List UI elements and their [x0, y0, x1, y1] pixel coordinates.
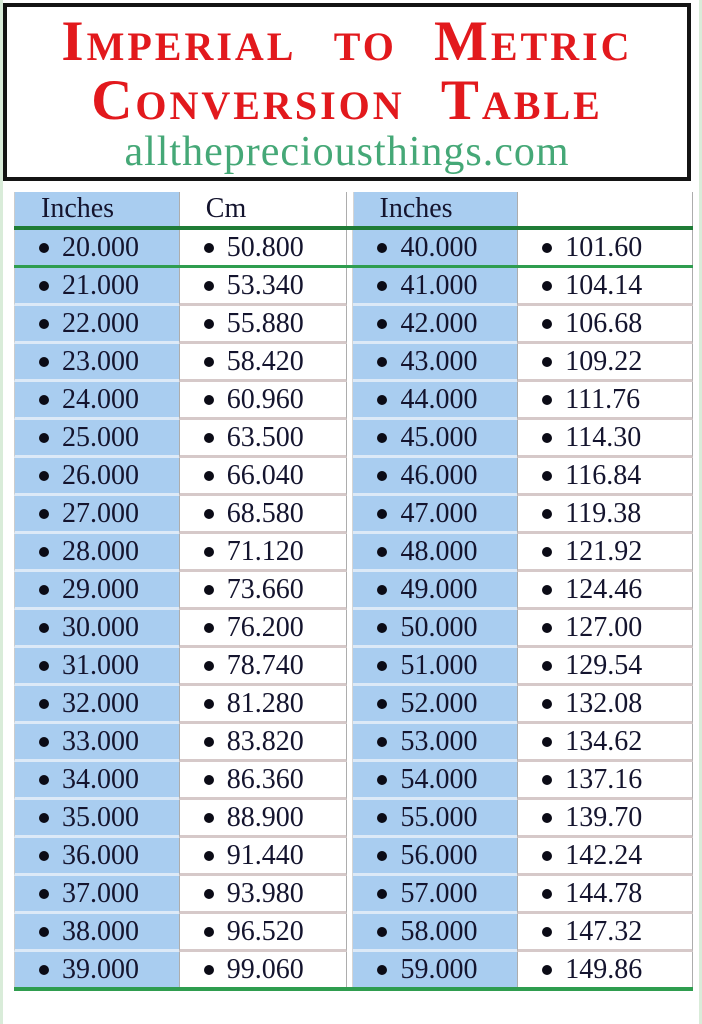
bullet-icon: [542, 243, 552, 253]
table-row: [14, 572, 693, 610]
inches-value: 30.000: [62, 611, 139, 643]
bullet-icon: [542, 547, 552, 557]
inches-cell: [14, 534, 179, 572]
bullet-icon: [204, 509, 214, 519]
cm-value: 132.08: [565, 687, 643, 719]
bullet-icon: [39, 509, 49, 519]
column-gap: [347, 344, 354, 382]
bullet-icon: [377, 927, 387, 937]
inches-cell: [353, 648, 517, 686]
table-row: [14, 306, 693, 344]
cm-cell: [179, 648, 347, 686]
bullet-icon: [39, 547, 49, 557]
inches-value: 22.000: [62, 307, 139, 339]
inches-value: 20.000: [62, 231, 139, 263]
inches-value: 57.000: [400, 877, 478, 909]
inches-cell: [14, 496, 179, 534]
cm-cell: [517, 724, 693, 762]
cm-value: 76.200: [226, 611, 304, 643]
inches-value: 45.000: [400, 421, 478, 453]
cm-value: 55.880: [226, 307, 304, 339]
column-gap: [347, 230, 354, 265]
column-gap: [347, 686, 354, 724]
cm-cell: [179, 534, 347, 572]
header-cm-left: Cm: [179, 192, 347, 226]
bullet-icon: [204, 395, 214, 405]
header-inches-right: Inches: [354, 192, 518, 226]
cm-cell: [517, 230, 693, 265]
inches-cell: [14, 724, 179, 762]
inches-value: 40.000: [400, 231, 478, 263]
bullet-icon: [39, 965, 49, 975]
table-row: [14, 914, 693, 952]
table-row: [14, 268, 693, 306]
bullet-icon: [542, 357, 552, 367]
inches-cell: [14, 610, 179, 648]
bullet-icon: [377, 775, 387, 785]
cm-value: 139.70: [565, 801, 643, 833]
cm-value: 58.420: [226, 345, 304, 377]
bullet-icon: [377, 509, 387, 519]
bullet-icon: [204, 433, 214, 443]
bullet-icon: [204, 813, 214, 823]
inches-value: 26.000: [62, 459, 139, 491]
column-gap: [347, 724, 354, 762]
table-row: [14, 838, 693, 876]
cm-cell: [179, 344, 347, 382]
table-row: [14, 686, 693, 724]
cm-cell: [517, 914, 693, 952]
inches-value: 21.000: [62, 269, 139, 301]
cm-cell: [517, 572, 693, 610]
bullet-icon: [542, 623, 552, 633]
column-gap: [347, 762, 354, 800]
bullet-icon: [39, 851, 49, 861]
bullet-icon: [204, 927, 214, 937]
bullet-icon: [204, 889, 214, 899]
inches-cell: [353, 382, 517, 420]
bullet-icon: [204, 737, 214, 747]
bullet-icon: [377, 357, 387, 367]
bullet-icon: [39, 243, 49, 253]
cm-value: 78.740: [226, 649, 304, 681]
inches-value: 51.000: [400, 649, 478, 681]
inches-value: 23.000: [62, 345, 139, 377]
column-gap: [347, 534, 354, 572]
cm-cell: [179, 382, 347, 420]
inches-value: 59.000: [400, 953, 478, 985]
inches-cell: [353, 838, 517, 876]
cm-value: 68.580: [226, 497, 304, 529]
cm-cell: [517, 838, 693, 876]
cm-value: 91.440: [226, 839, 304, 871]
bullet-icon: [204, 585, 214, 595]
inches-value: 42.000: [400, 307, 478, 339]
inches-value: 41.000: [400, 269, 478, 301]
cm-value: 121.92: [565, 535, 643, 567]
inches-cell: [14, 344, 179, 382]
bullet-icon: [39, 661, 49, 671]
inches-value: 46.000: [400, 459, 478, 491]
inches-value: 32.000: [62, 687, 139, 719]
inches-value: 44.000: [400, 383, 478, 415]
cm-cell: [179, 914, 347, 952]
bullet-icon: [542, 775, 552, 785]
bullet-icon: [39, 357, 49, 367]
bullet-icon: [377, 281, 387, 291]
bullet-icon: [204, 965, 214, 975]
inches-cell: [353, 496, 517, 534]
cm-value: 63.500: [226, 421, 304, 453]
inches-cell: [14, 914, 179, 952]
bullet-icon: [542, 813, 552, 823]
cm-value: 116.84: [565, 459, 642, 491]
table-row: [14, 876, 693, 914]
bullet-icon: [542, 889, 552, 899]
table-row: [14, 762, 693, 800]
table-row: [14, 648, 693, 686]
cm-value: 111.76: [565, 383, 641, 415]
cm-cell: [517, 382, 693, 420]
bullet-icon: [39, 889, 49, 899]
cm-value: 142.24: [565, 839, 643, 871]
inches-value: 47.000: [400, 497, 478, 529]
cm-value: 81.280: [226, 687, 304, 719]
inches-value: 31.000: [62, 649, 139, 681]
bullet-icon: [377, 433, 387, 443]
inches-cell: [353, 952, 517, 987]
inches-value: 48.000: [400, 535, 478, 567]
title-box: [3, 3, 691, 181]
bullet-icon: [377, 813, 387, 823]
cm-cell: [179, 762, 347, 800]
bullet-icon: [204, 699, 214, 709]
bullet-icon: [39, 281, 49, 291]
cm-cell: [517, 952, 693, 987]
cm-value: 149.86: [565, 953, 643, 985]
bullet-icon: [39, 699, 49, 709]
inches-cell: [353, 762, 517, 800]
cm-value: 99.060: [226, 953, 304, 985]
bullet-icon: [204, 319, 214, 329]
inches-cell: [14, 800, 179, 838]
bullet-icon: [204, 471, 214, 481]
cm-cell: [517, 496, 693, 534]
bullet-icon: [204, 243, 214, 253]
bullet-icon: [377, 889, 387, 899]
cm-cell: [179, 306, 347, 344]
bullet-icon: [542, 851, 552, 861]
inches-value: 29.000: [62, 573, 139, 605]
cm-value: 129.54: [565, 649, 643, 681]
inches-value: 58.000: [400, 915, 478, 947]
cm-cell: [517, 762, 693, 800]
inches-value: 53.000: [400, 725, 478, 757]
bullet-icon: [377, 623, 387, 633]
bullet-icon: [542, 509, 552, 519]
cm-cell: [517, 686, 693, 724]
column-gap: [347, 952, 354, 987]
inches-cell: [14, 420, 179, 458]
table-row: [14, 382, 693, 420]
inches-value: 25.000: [62, 421, 139, 453]
inches-cell: [353, 230, 517, 265]
column-gap: [347, 192, 354, 226]
bullet-icon: [377, 661, 387, 671]
inches-cell: [14, 230, 179, 265]
inches-cell: [14, 762, 179, 800]
bullet-icon: [39, 927, 49, 937]
column-gap: [347, 876, 354, 914]
bullet-icon: [204, 851, 214, 861]
column-gap: [347, 382, 354, 420]
cm-cell: [517, 800, 693, 838]
bullet-icon: [204, 661, 214, 671]
table-row: [14, 534, 693, 572]
inches-cell: [353, 306, 517, 344]
inches-value: 33.000: [62, 725, 139, 757]
cm-cell: [517, 610, 693, 648]
table-row: [14, 344, 693, 382]
bullet-icon: [204, 357, 214, 367]
cm-value: 50.800: [226, 231, 304, 263]
inches-cell: [14, 838, 179, 876]
bullet-icon: [542, 965, 552, 975]
column-gap: [347, 420, 354, 458]
conversion-table: [14, 192, 693, 991]
inches-cell: [14, 382, 179, 420]
cm-value: 127.00: [565, 611, 643, 643]
column-gap: [347, 800, 354, 838]
inches-cell: [14, 686, 179, 724]
inches-cell: [353, 610, 517, 648]
bullet-icon: [39, 775, 49, 785]
bullet-icon: [39, 737, 49, 747]
inches-value: 37.000: [62, 877, 139, 909]
inches-cell: [14, 648, 179, 686]
inches-value: 52.000: [400, 687, 478, 719]
column-gap: [347, 572, 354, 610]
column-gap: [347, 458, 354, 496]
inches-cell: [353, 420, 517, 458]
inches-cell: [14, 458, 179, 496]
inches-value: 39.000: [62, 953, 139, 985]
table-row: [14, 800, 693, 838]
cm-value: 104.14: [565, 269, 643, 301]
cm-cell: [179, 876, 347, 914]
inches-cell: [353, 534, 517, 572]
cm-cell: [179, 496, 347, 534]
bullet-icon: [39, 585, 49, 595]
inches-cell: [14, 952, 179, 987]
header-inches-left: Inches: [14, 192, 179, 226]
table-header-row: [14, 192, 693, 226]
cm-value: 124.46: [565, 573, 643, 605]
inches-value: 49.000: [400, 573, 478, 605]
bullet-icon: [542, 281, 552, 291]
cm-cell: [179, 572, 347, 610]
cm-cell: [517, 648, 693, 686]
inches-value: 34.000: [62, 763, 139, 795]
inches-cell: [353, 724, 517, 762]
cm-cell: [179, 458, 347, 496]
cm-value: 73.660: [226, 573, 304, 605]
cm-cell: [517, 306, 693, 344]
header-cm-right: [517, 192, 693, 226]
column-gap: [347, 496, 354, 534]
column-gap: [347, 610, 354, 648]
table-row: [14, 230, 693, 265]
cm-value: 119.38: [565, 497, 642, 529]
cm-cell: [179, 686, 347, 724]
bullet-icon: [542, 395, 552, 405]
cm-value: 101.60: [565, 231, 643, 263]
inches-value: 35.000: [62, 801, 139, 833]
inches-value: 43.000: [400, 345, 478, 377]
inches-value: 36.000: [62, 839, 139, 871]
inches-cell: [353, 344, 517, 382]
column-gap: [347, 914, 354, 952]
cm-cell: [179, 420, 347, 458]
cm-value: 106.68: [565, 307, 643, 339]
website-text: allthepreciousthings.com: [124, 129, 570, 175]
inches-cell: [14, 306, 179, 344]
inches-cell: [353, 876, 517, 914]
cm-value: 109.22: [565, 345, 643, 377]
cm-cell: [179, 800, 347, 838]
bullet-icon: [542, 699, 552, 709]
cm-value: 147.32: [565, 915, 643, 947]
inches-cell: [353, 572, 517, 610]
cm-cell: [179, 952, 347, 987]
bullet-icon: [39, 433, 49, 443]
cm-value: 83.820: [226, 725, 304, 757]
cm-value: 66.040: [226, 459, 304, 491]
bullet-icon: [542, 471, 552, 481]
inches-cell: [353, 686, 517, 724]
bullet-icon: [39, 623, 49, 633]
bullet-icon: [39, 471, 49, 481]
bullet-icon: [377, 737, 387, 747]
table-row: [14, 458, 693, 496]
bullet-icon: [542, 737, 552, 747]
cm-cell: [517, 420, 693, 458]
inches-cell: [14, 572, 179, 610]
cm-cell: [517, 268, 693, 306]
bullet-icon: [377, 395, 387, 405]
cm-cell: [179, 230, 347, 265]
bullet-icon: [39, 813, 49, 823]
bullet-icon: [542, 433, 552, 443]
cm-value: 88.900: [226, 801, 304, 833]
table-row: [14, 610, 693, 648]
bullet-icon: [204, 623, 214, 633]
bullet-icon: [377, 243, 387, 253]
page-title-line2: Conversion Table: [91, 69, 603, 132]
inches-value: 28.000: [62, 535, 139, 567]
cm-cell: [517, 344, 693, 382]
cm-value: 93.980: [226, 877, 304, 909]
page-title-line1: Imperial to Metric: [61, 10, 633, 73]
inches-value: 56.000: [400, 839, 478, 871]
cm-value: 86.360: [226, 763, 304, 795]
inches-value: 27.000: [62, 497, 139, 529]
bullet-icon: [542, 585, 552, 595]
bullet-icon: [542, 661, 552, 671]
bullet-icon: [377, 965, 387, 975]
cm-value: 114.30: [565, 421, 642, 453]
cm-cell: [179, 838, 347, 876]
bullet-icon: [377, 585, 387, 595]
inches-cell: [353, 268, 517, 306]
column-gap: [347, 268, 354, 306]
cm-cell: [179, 268, 347, 306]
column-gap: [347, 306, 354, 344]
inches-cell: [353, 458, 517, 496]
cm-value: 134.62: [565, 725, 643, 757]
bullet-icon: [39, 395, 49, 405]
inches-value: 54.000: [400, 763, 478, 795]
inches-cell: [353, 800, 517, 838]
cm-value: 53.340: [226, 269, 304, 301]
column-gap: [347, 838, 354, 876]
inches-value: 38.000: [62, 915, 139, 947]
cm-cell: [517, 876, 693, 914]
bullet-icon: [542, 319, 552, 329]
bullet-icon: [39, 319, 49, 329]
cm-cell: [517, 458, 693, 496]
inches-value: 24.000: [62, 383, 139, 415]
table-bottom-line: [14, 987, 693, 991]
cm-value: 144.78: [565, 877, 643, 909]
inches-value: 55.000: [400, 801, 478, 833]
cm-value: 60.960: [226, 383, 304, 415]
bullet-icon: [204, 547, 214, 557]
table-row: [14, 952, 693, 987]
bullet-icon: [204, 281, 214, 291]
inches-value: 50.000: [400, 611, 478, 643]
bullet-icon: [377, 547, 387, 557]
column-gap: [347, 648, 354, 686]
cm-value: 71.120: [226, 535, 304, 567]
bullet-icon: [377, 319, 387, 329]
bullet-icon: [377, 851, 387, 861]
bullet-icon: [204, 775, 214, 785]
bullet-icon: [542, 927, 552, 937]
cm-cell: [517, 534, 693, 572]
table-row: [14, 724, 693, 762]
table-row: [14, 496, 693, 534]
bullet-icon: [377, 471, 387, 481]
inches-cell: [353, 914, 517, 952]
bullet-icon: [377, 699, 387, 709]
cm-value: 137.16: [565, 763, 643, 795]
inches-cell: [14, 876, 179, 914]
table-row: [14, 420, 693, 458]
cm-cell: [179, 724, 347, 762]
table-rows: [14, 230, 693, 987]
inches-cell: [14, 268, 179, 306]
cm-cell: [179, 610, 347, 648]
cm-value: 96.520: [226, 915, 304, 947]
